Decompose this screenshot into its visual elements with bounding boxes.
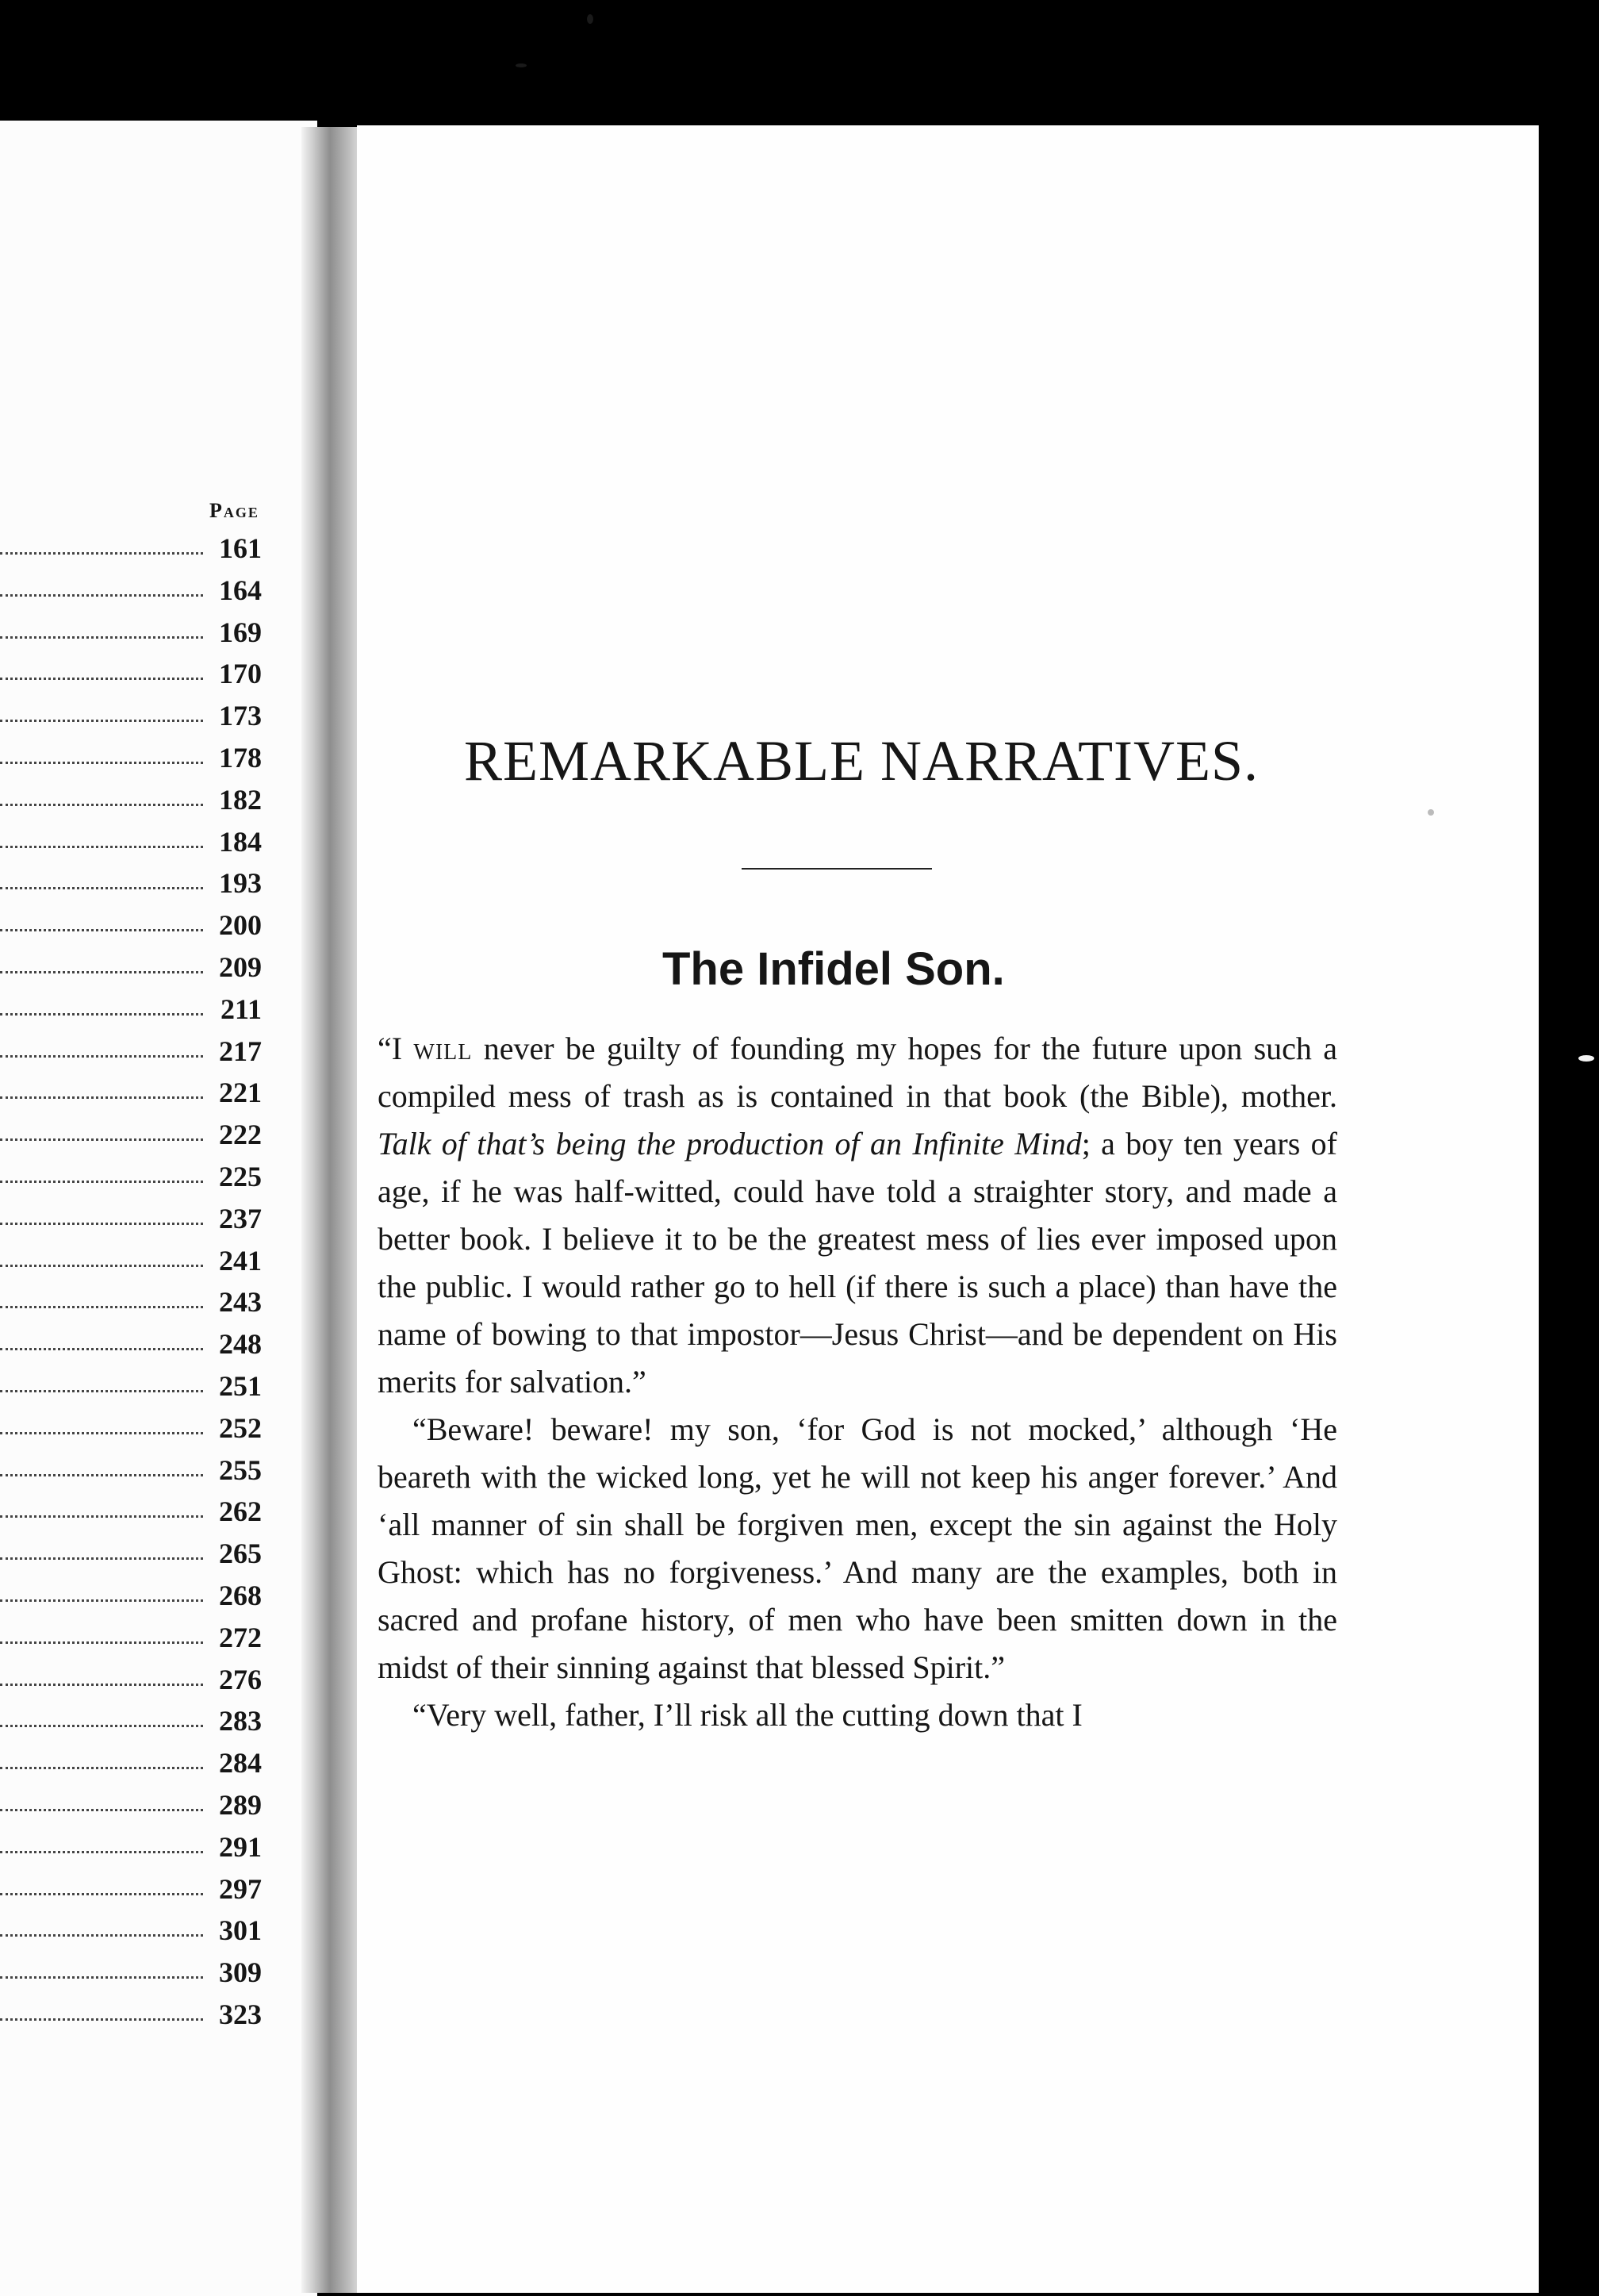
page-number: 276 [219,1663,262,1695]
page-number: 243 [219,1286,262,1319]
leader-dots [0,1515,203,1518]
book-gutter [301,127,365,2293]
chapter-heading: The Infidel Son. [662,943,1005,995]
leader-dots [0,887,203,889]
title-rule [742,868,932,870]
leader-dots [0,1348,203,1350]
leader-dots [0,1013,203,1016]
toc-entry [0,993,262,1034]
leader-dots [0,1096,203,1099]
leader-dots [0,1474,203,1476]
leader-dots [0,1976,203,1979]
leader-dots [0,1684,203,1686]
toc-entry [0,1244,262,1285]
toc-entry [0,1998,262,2039]
scan-speck [1578,1055,1594,1062]
toc-entry [0,1956,262,1997]
leader-dots [0,846,203,848]
page-number: 268 [219,1580,262,1611]
leader-dots [0,1725,203,1727]
toc-entry [0,1411,262,1453]
toc-entry [0,1453,262,1495]
paragraph-2: “Beware! beware! my son, ‘for God is not mocked,’ although ‘He beareth with the wicked long, yet he will not keep his anger forever.’ And ‘all manner of sin shall be forgiven men, except the sin against the Holy Ghost: which has no forgiveness.’ And many are the examples, both in sacred and profane history, of men who have been smitten down in the midst of their sinning against that blessed Spirit.” [378,1411,1337,1685]
leader-dots [0,804,203,806]
leader-dots [0,552,203,555]
toc-entry [0,1035,262,1076]
page-number: 301 [219,1914,262,1947]
leader-dots [0,1265,203,1267]
page-number: 170 [219,658,262,690]
page-number: 164 [219,574,262,606]
toc-entry [0,1872,262,1914]
page-number: 173 [219,700,262,732]
page-number: 241 [219,1244,262,1277]
page-number: 211 [220,993,262,1025]
leader-dots [0,594,203,597]
toc-entry [0,574,262,615]
leader-dots [0,1557,203,1560]
paragraph-1: “I will never be guilty of founding my hopes for the future upon such a compiled mess of trash as is contained in that book (the Bible), mother. Talk of that’s being the production of an Infinite Mind; a boy ten years of age, if he was half-witted, could have told a straighter story, and made a better book. I believe it to be the greatest mess of lies ever imposed upon the public. I would rather go to hell (if there is such a place) than have the name of bowing to that impostor—Jesus Christ—and be dependent on His merits for salvation.” [378,1031,1338,1399]
toc-entry [0,908,262,950]
leader-dots [0,1306,203,1308]
left-page [0,121,317,2296]
page-number: 323 [219,1998,262,2030]
paragraph-3: “Very well, father, I’ll risk all the cutting down that I [412,1697,1083,1733]
toc-entry [0,866,262,908]
scan-speck [1428,809,1434,816]
toc-entry [0,1495,262,1536]
leader-dots [0,971,203,973]
page-column-header: Page [209,499,259,522]
toc-entry [0,1285,262,1327]
leader-dots [0,1181,203,1183]
toc-entry [0,616,262,657]
page-number: 255 [219,1453,262,1486]
page-number: 225 [219,1161,262,1192]
toc-entry [0,1788,262,1830]
scan-speck [587,14,593,24]
leader-dots [0,929,203,931]
toc-entry [0,1537,262,1578]
page-number: 182 [219,783,262,816]
leader-dots [0,1432,203,1434]
leader-dots [0,678,203,680]
leader-dots [0,1390,203,1392]
body-text [378,1025,1337,1739]
leader-dots [0,1934,203,1937]
page-number: 193 [219,867,262,900]
scan-speck [516,63,527,67]
page-number: 161 [219,532,262,564]
toc-entry [0,1118,262,1159]
toc-entry [0,1830,262,1872]
leader-dots [0,1851,203,1853]
page-number: 291 [219,1830,262,1863]
toc-entry [0,825,262,866]
page-number: 284 [219,1747,262,1780]
toc-entry [0,1621,262,1662]
toc-entry [0,1914,262,1955]
toc-entry [0,657,262,698]
page-number: 289 [219,1789,262,1821]
page-number: 283 [219,1705,262,1737]
leader-dots [0,2018,203,2021]
page-number: 221 [219,1077,262,1109]
toc-entry [0,1746,262,1787]
leader-dots [0,1767,203,1769]
book-title: REMARKABLE NARRATIVES. [464,729,1260,793]
toc-entry [0,1076,262,1117]
toc-entry [0,1704,262,1745]
leader-dots [0,1223,203,1225]
leader-dots [0,720,203,722]
page-number: 178 [219,742,262,774]
page-number: 222 [219,1119,262,1151]
leader-dots [0,762,203,764]
leader-dots [0,1893,203,1895]
page-number: 297 [219,1872,262,1905]
toc-entry [0,1327,262,1369]
page-number: 184 [219,825,262,858]
toc-entry [0,1202,262,1243]
page-number: 251 [219,1370,262,1402]
page-number: 217 [219,1035,262,1067]
page-number: 252 [219,1411,262,1444]
leader-dots [0,1138,203,1141]
page-number: 272 [219,1621,262,1653]
page-number: 200 [219,909,262,942]
toc-entry [0,741,262,782]
leader-dots [0,1641,203,1644]
toc-entry [0,1579,262,1620]
page-number: 265 [219,1538,262,1570]
page-number: 309 [219,1956,262,1989]
toc-entry [0,950,262,992]
leader-dots [0,636,203,639]
page-number: 209 [219,951,262,983]
toc-entry [0,1369,262,1411]
leader-dots [0,1055,203,1058]
toc-entry [0,532,262,573]
page-number: 169 [219,616,262,648]
toc-entry [0,1663,262,1704]
leader-dots [0,1599,203,1602]
leader-dots [0,1809,203,1811]
toc-entry [0,1160,262,1201]
page-number: 237 [219,1202,262,1234]
toc-entry [0,783,262,824]
toc-entry [0,699,262,740]
page-number: 262 [219,1495,262,1528]
page-number: 248 [219,1328,262,1361]
